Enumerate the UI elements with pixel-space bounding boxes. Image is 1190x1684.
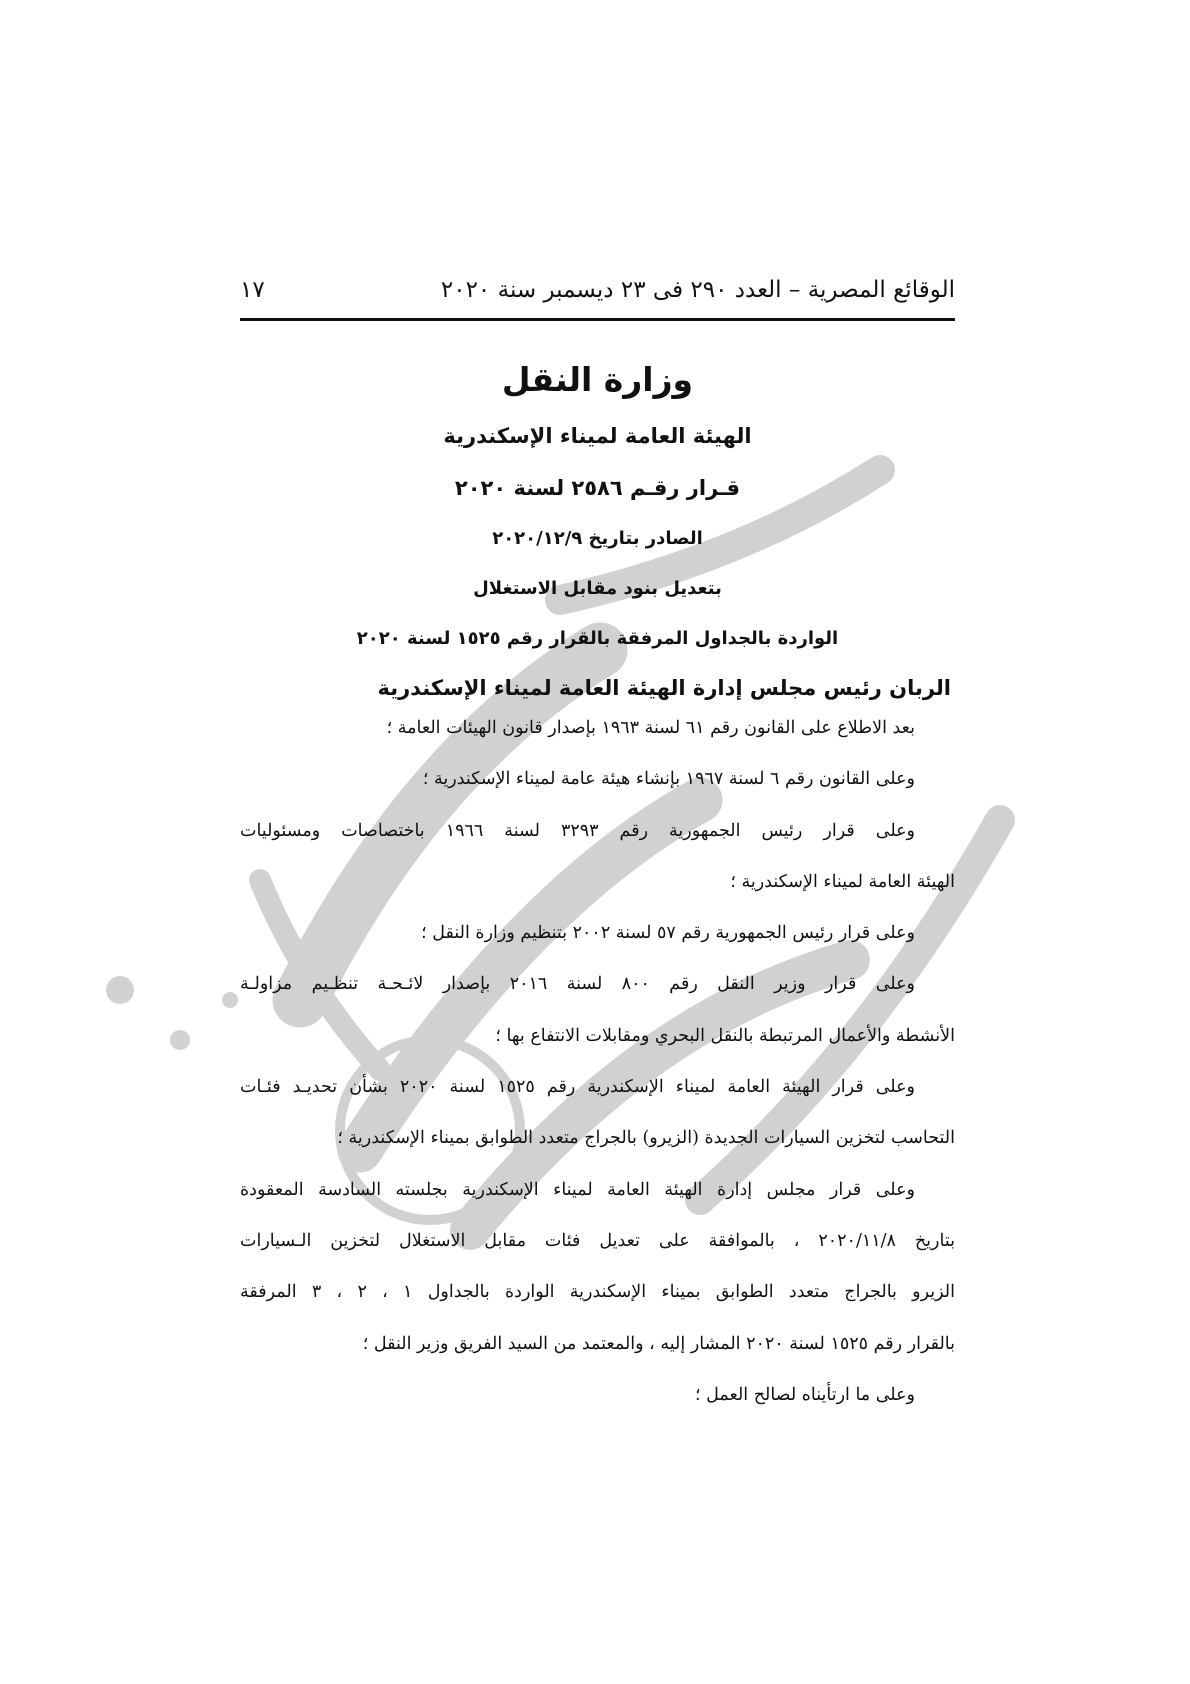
issuer-title: الربان رئيس مجلس إدارة الهيئة العامة لميناء الإسكندرية [377,676,951,700]
page-number: ١٧ [240,277,265,303]
page-header [240,270,955,310]
preamble-line: بتاريخ ٢٠٢٠/١١/٨ ، بالموافقة على تعديل فئات مقابل الاستغلال لتخزين الـسيارات [240,1230,955,1251]
header-divider [240,318,955,321]
decree-heading [240,350,955,712]
preamble-line: وعلى قرار مجلس إدارة الهيئة العامة لميناء الإسكندرية بجلسته السادسة المعقودة [240,1179,915,1200]
preamble-line: وعلى ما ارتأيناه لصالح العمل ؛ [695,1384,915,1405]
preamble-line: بعد الاطلاع على القانون رقم ٦١ لسنة ١٩٦٣ بإصدار قانون الهيئات العامة ؛ [386,718,915,738]
authority-title: الهيئة العامة لميناء الإسكندرية [443,424,752,448]
preamble-line: التحاسب لتخزين السيارات الجديدة (الزيرو) بالجراج متعدد الطوابق بميناء الإسكندرية ؛ [337,1128,955,1149]
preamble-line: الأنشطة والأعمال المرتبطة بالنقل البحري ومقابلات الانتفاع بها ؛ [495,1025,955,1046]
preamble-line: الزيرو بالجراج متعدد الطوابق بميناء الإسكندرية الواردة بالجداول ١ ، ٢ ، ٣ المرفقة [240,1282,955,1303]
preamble-line: وعلى قرار وزير النقل رقم ٨٠٠ لسنة ٢٠١٦ بإصدار لائـحـة تنظـيم مزاولـة [240,974,915,995]
subject-line-1: بتعديل بنود مقابل الاستغلال [473,578,722,599]
preamble-line: بالقرار رقم ١٥٢٥ لسنة ٢٠٢٠ المشار إليه ، والمعتمد من السيد الفريق وزير النقل ؛ [362,1333,955,1354]
gazette-title: الوقائع المصرية – العدد ٢٩٠ فى ٢٣ ديسمبر سنة ٢٠٢٠ [440,277,955,303]
subject-line-2: الواردة بالجداول المرفقة بالقرار رقم ١٥٢٥ لسنة ٢٠٢٠ [356,628,839,649]
issued-date: الصادر بتاريخ ٢٠٢٠/١٢/٩ [492,528,703,549]
preamble-line: وعلى قرار الهيئة العامة لميناء الإسكندرية رقم ١٥٢٥ لسنة ٢٠٢٠ بشأن تحديـد فئـات [240,1077,915,1098]
ministry-title: وزارة النقل [501,360,694,399]
preamble-line: وعلى قرار رئيس الجمهورية رقم ٥٧ لسنة ٢٠٠٢ بتنظيم وزارة النقل ؛ [421,923,915,944]
preamble-line: الهيئة العامة لميناء الإسكندرية ؛ [730,871,955,892]
preamble-line: وعلى القانون رقم ٦ لسنة ١٩٦٧ بإنشاء هيئة عامة لميناء الإسكندرية ؛ [422,769,915,790]
decision-number: قـرار رقـم ٢٥٨٦ لسنة ٢٠٢٠ [454,476,741,500]
preamble-line: وعلى قرار رئيس الجمهورية رقم ٣٢٩٣ لسنة ١٩٦٦ باختصاصات ومسئوليات [240,820,916,841]
decree-preamble [240,703,955,1421]
